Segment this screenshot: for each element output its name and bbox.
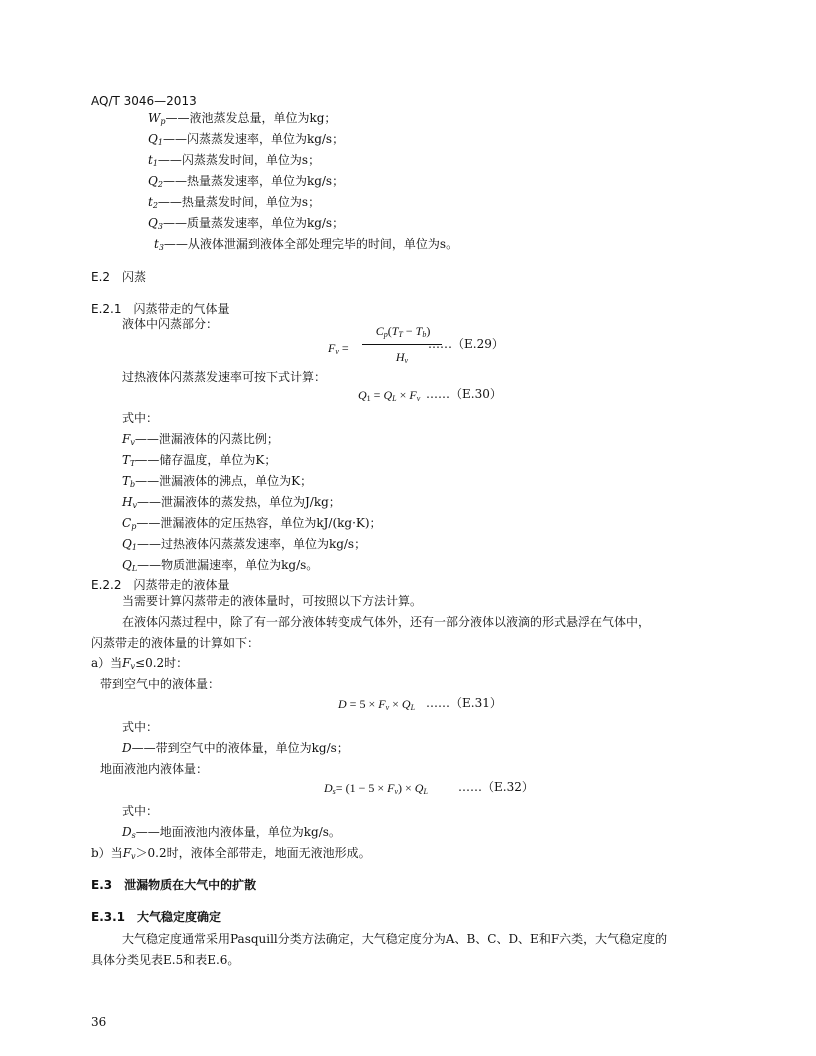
air-liquid-label: 带到空气中的液体量：: [100, 677, 221, 691]
eq29-numerator: $C_p(T_T - T_b)$: [375, 324, 431, 339]
case-b: b）当$F_v>0.2$时，液体全部带走，地面无液池形成。: [91, 846, 371, 861]
var-cp: $C_p——$泄漏液体的定压热容，单位为kJ/(kg·K)；: [122, 516, 382, 531]
eq30-expression: $Q_1 = Q_L \times F_v$: [358, 388, 421, 403]
eq29-denominator: $H_v$: [395, 350, 409, 365]
eq31-expression: $D = 5 \times F_v \times Q_L$: [338, 697, 416, 712]
var-hv: $H_v——$泄漏液体的蒸发热，单位为J/kg；: [122, 495, 341, 510]
var-tt: $T_T——$储存温度，单位为K；: [122, 453, 277, 468]
section-e22-heading: E.2.2 闪蒸带走的液体量: [91, 578, 230, 592]
var-t1: $t_1——$闪蒸蒸发时间，单位为s；: [148, 153, 321, 168]
where-label-1: 式中：: [122, 411, 159, 425]
section-e3-heading: E.3 泄漏物质在大气中的扩散: [91, 878, 257, 892]
ground-liquid-label: 地面液池内液体量：: [100, 762, 209, 776]
var-d: D——带到空气中的液体量，单位为kg/s；: [122, 741, 349, 755]
var-fv: $F_v——$泄漏液体的闪蒸比例；: [122, 432, 279, 447]
where-label-2: 式中：: [122, 720, 159, 734]
var-wp: $W_p——$液池蒸发总量，单位为kg；: [148, 111, 337, 126]
eq30-number: ……（E.30）: [426, 387, 502, 401]
case-a: a）当$F_v\le 0.2$时：: [91, 656, 189, 671]
paragraph-1: 当需要计算闪蒸带走的液体量时，可按照以下方法计算。: [122, 594, 423, 608]
section-e2-heading: E.2 闪蒸: [91, 270, 147, 284]
var-q1-mid: $Q_1——$过热液体闪蒸蒸发速率，单位为kg/s；: [122, 537, 367, 552]
paragraph-2-line-2: 闪蒸带走的液体量的计算如下：: [91, 636, 260, 650]
var-q1: $Q_1——$闪蒸蒸发速率，单位为kg/s；: [148, 132, 345, 147]
document-code: AQ/T 3046—2013: [91, 94, 197, 108]
eq29-lhs: $F_v$ =: [328, 341, 349, 356]
var-ql: $Q_L——$物质泄漏速率，单位为kg/s。: [122, 558, 319, 573]
paragraph-3-line-1: 大气稳定度通常采用Pasquill分类方法确定，大气稳定度分为A、B、C、D、E和F六类，大气稳定度的: [122, 932, 668, 946]
where-label-3: 式中：: [122, 804, 159, 818]
eq32-expression: $D_s= (1 - 5 \times F_v) \times Q_L$: [324, 781, 428, 796]
eq32-number: ……（E.32）: [458, 780, 534, 794]
var-q3: $Q_3——$质量蒸发速率，单位为kg/s；: [148, 216, 345, 231]
paragraph-3-line-2: 具体分类见表E.5和表E.6。: [91, 953, 240, 967]
liquid-flash-label: 液体中闪蒸部分：: [122, 317, 219, 331]
eq29-number: ……（E.29）: [428, 337, 504, 351]
eq31-number: ……（E.31）: [426, 696, 502, 710]
superheat-text: 过热液体闪蒸蒸发速率可按下式计算：: [122, 370, 327, 384]
var-ds: $D_s——$地面液池内液体量，单位为kg/s。: [122, 825, 341, 840]
var-t3: $t_3——$从液体泄漏到液体全部处理完毕的时间，单位为s。: [154, 237, 459, 252]
paragraph-2-line-1: 在液体闪蒸过程中，除了有一部分液体转变成气体外，还有一部分液体以液滴的形式悬浮在气体中，: [122, 615, 651, 629]
var-tb: $T_b——$泄漏液体的沸点，单位为K；: [122, 474, 313, 489]
section-e31-heading: E.3.1 大气稳定度确定: [91, 910, 222, 924]
page-number: 36: [91, 1015, 107, 1029]
var-q2: $Q_2——$热量蒸发速率，单位为kg/s；: [148, 174, 345, 189]
section-e21-heading: E.2.1 闪蒸带走的气体量: [91, 302, 230, 316]
var-t2: $t_2——$热量蒸发时间，单位为s；: [148, 195, 321, 210]
